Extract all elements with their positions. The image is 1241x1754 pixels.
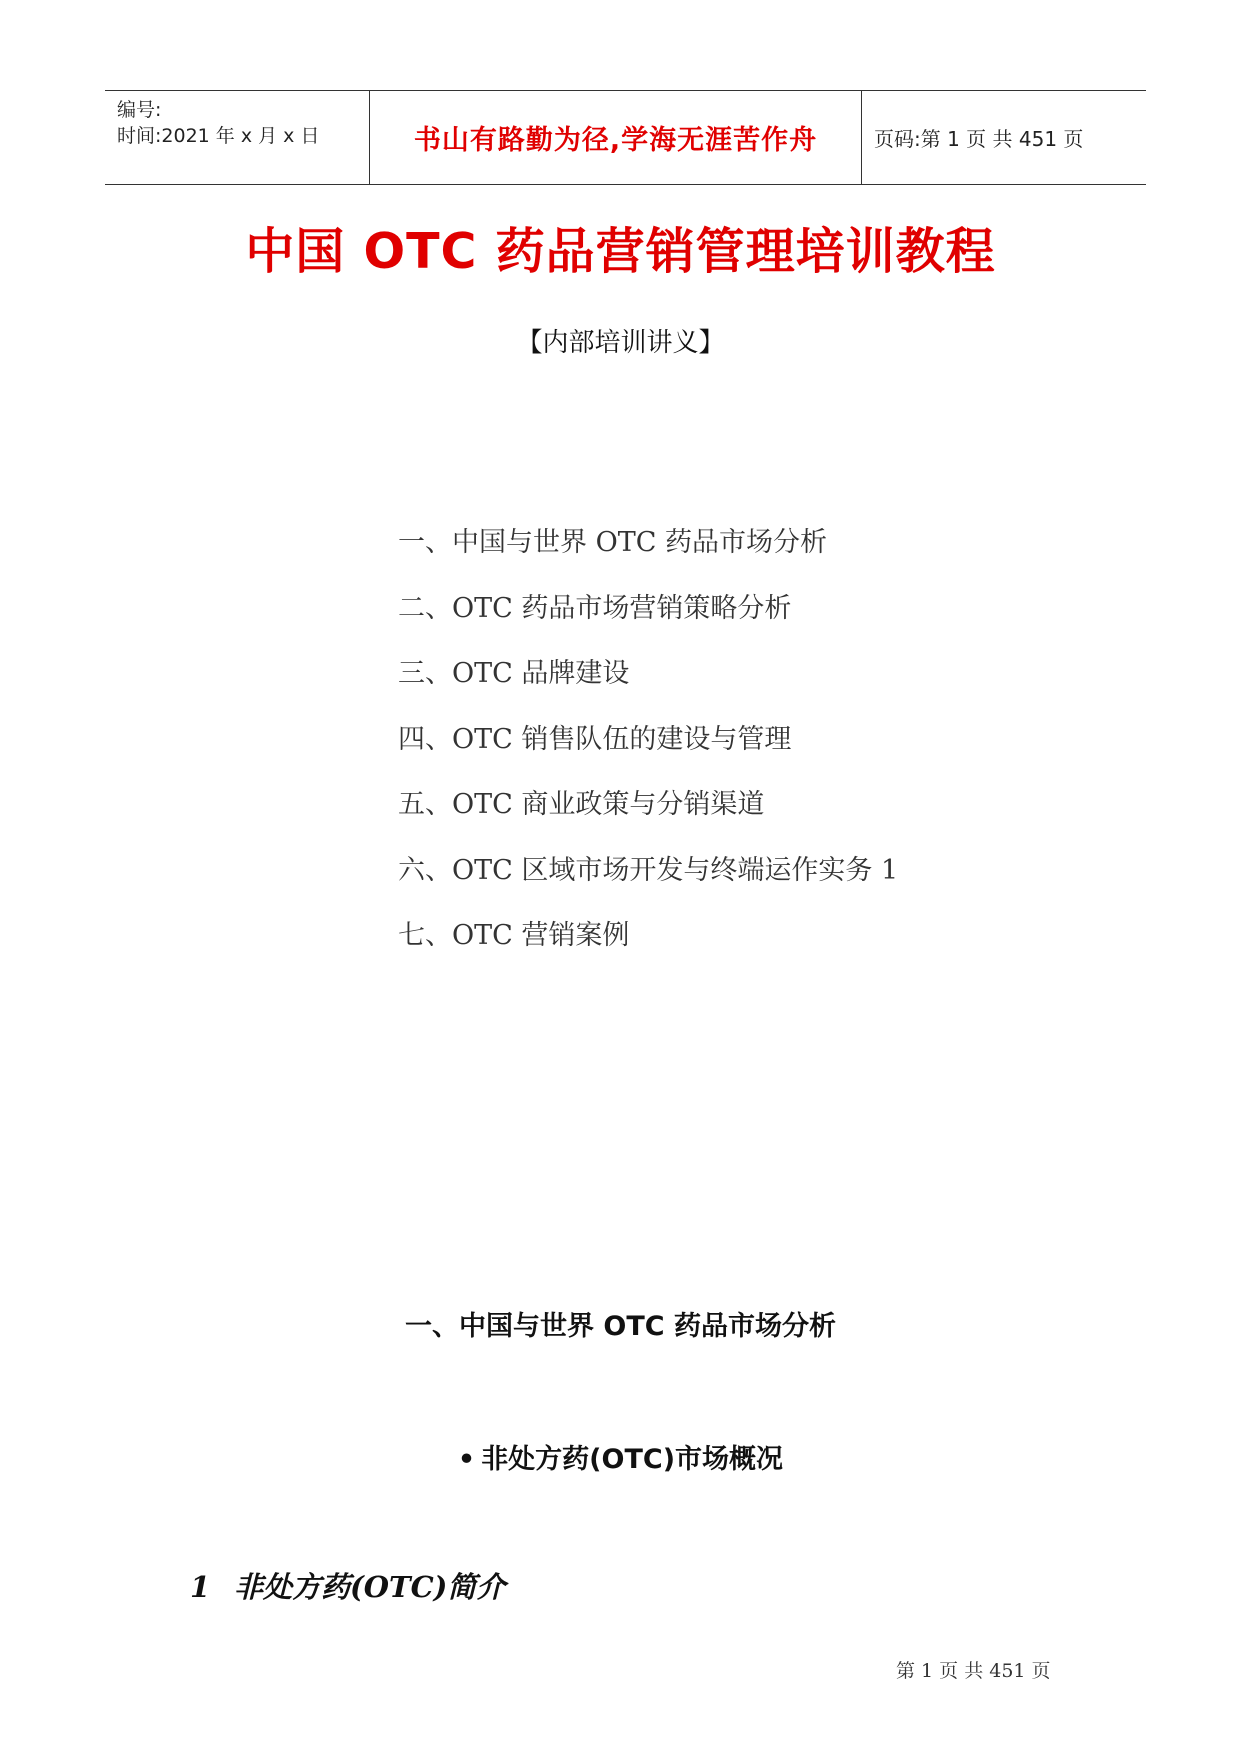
header-meta-cell <box>105 91 370 184</box>
subsection-heading <box>0 1437 1241 1476</box>
toc-item: 七、OTC 营销案例 <box>398 920 630 951</box>
table-of-contents <box>398 520 898 979</box>
toc-item: 二、OTC 药品市场营销策略分析 <box>398 592 792 624</box>
section-heading: 一、中国与世界 OTC 药品市场分析 <box>405 1311 836 1342</box>
document-subtitle: 【内部培训讲义】 <box>516 328 725 358</box>
header-motto-cell <box>370 91 862 184</box>
header-page-cell <box>862 91 1146 184</box>
toc-item: 一、中国与世界 OTC 药品市场分析 <box>398 527 827 558</box>
footer-page-number: 第 1 页 共 451 页 <box>896 1660 1051 1682</box>
serial-number-label: 编号: <box>117 99 162 121</box>
date-label: 时间:2021 年 x 月 x 日 <box>117 125 320 147</box>
bullet-icon: • <box>457 1444 476 1475</box>
document-title: 中国 OTC 药品营销管理培训教程 <box>245 223 996 280</box>
numbered-heading <box>190 1565 505 1606</box>
subsection-heading-text: 非处方药(OTC)市场概况 <box>481 1444 784 1475</box>
header-page-reference: 页码:第 1 页 共 451 页 <box>874 127 1084 151</box>
heading-text: 非处方药(OTC)简介 <box>234 1570 506 1604</box>
toc-item: 三、OTC 品牌建设 <box>398 658 630 689</box>
heading-number: 1 <box>190 1570 211 1604</box>
motto: 书山有路勤为径,学海无涯苦作舟 <box>413 125 818 156</box>
header-table <box>105 90 1146 185</box>
toc-item: 四、OTC 销售队伍的建设与管理 <box>398 723 792 755</box>
toc-item: 六、OTC 区域市场开发与终端运作实务 1 <box>398 854 899 886</box>
toc-item: 五、OTC 商业政策与分销渠道 <box>398 789 765 820</box>
